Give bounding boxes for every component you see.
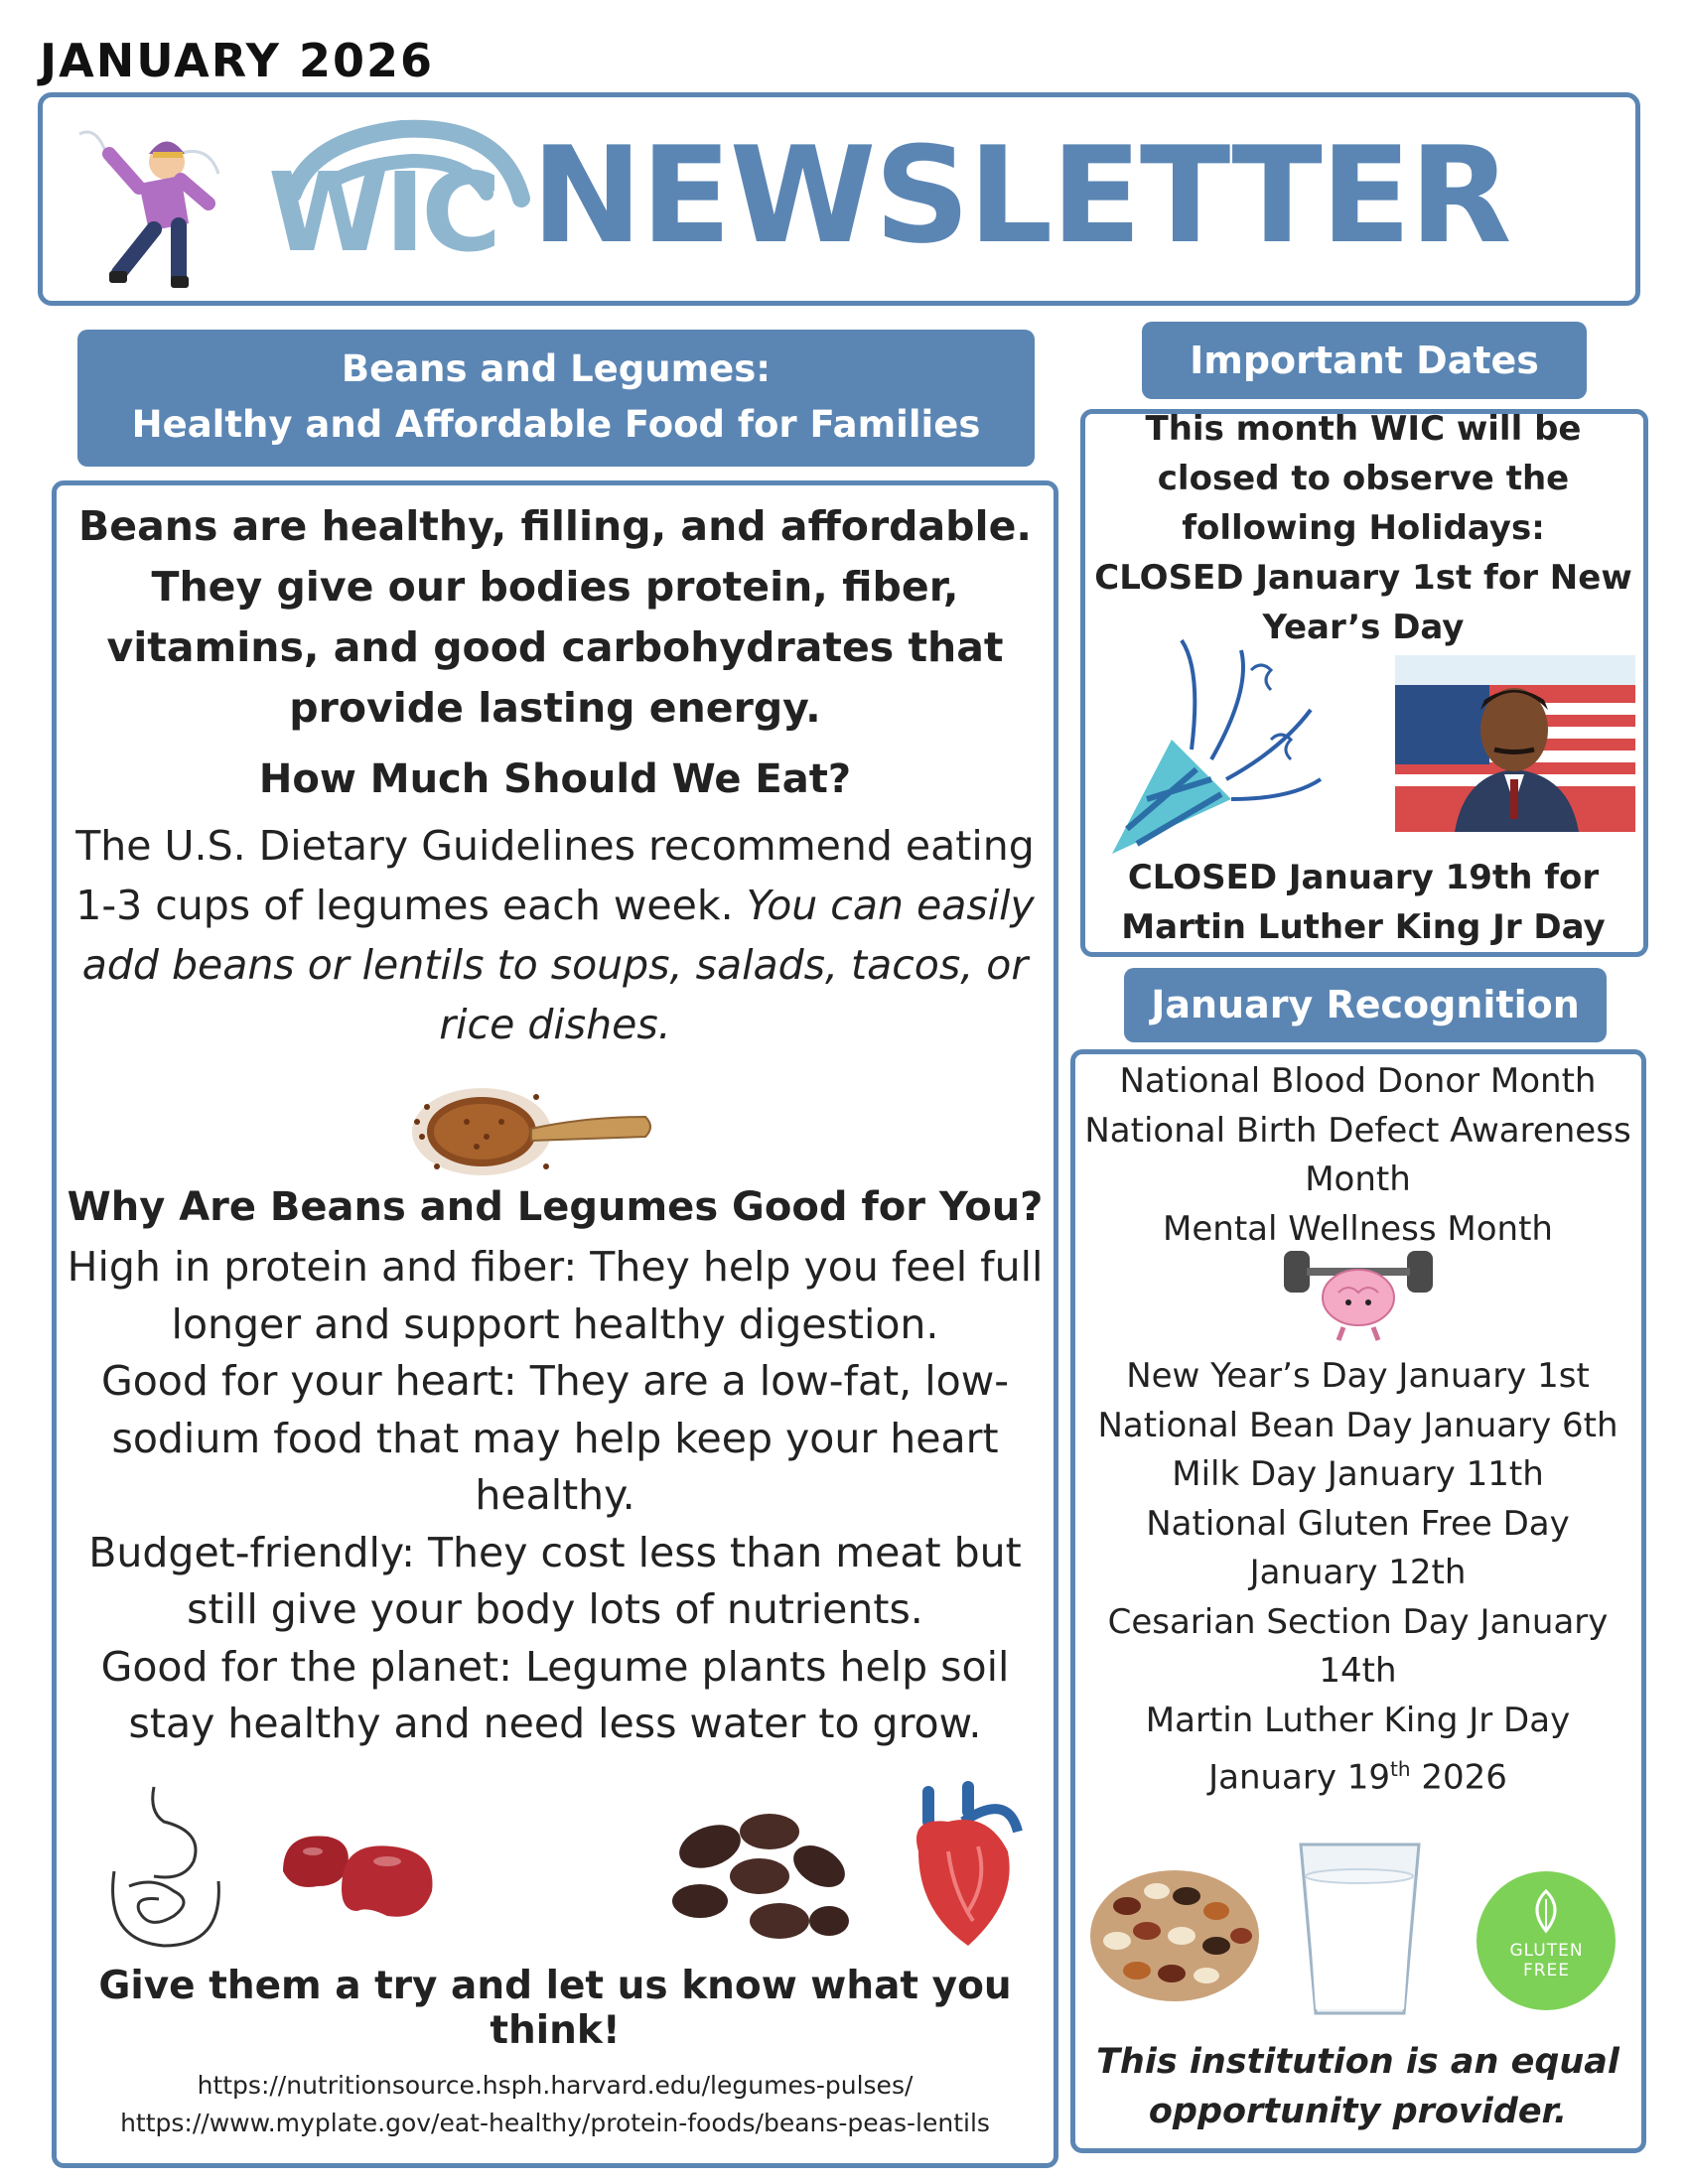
important-dates-header: Important Dates [1142, 322, 1587, 399]
party-popper-icon [1102, 630, 1331, 864]
kidney-beans-icon [273, 1817, 442, 1926]
mlk-date-year: 2026 [1410, 1757, 1507, 1798]
equal-opportunity-statement: This institution is an equal opportunity provider. [1096, 2042, 1619, 2131]
how-much-paragraph [62, 816, 1049, 1054]
benefit-item: High in protein and fiber: They help you feel full longer and support healthy digestion. [67, 1243, 1044, 1348]
source-link[interactable]: https://www.myplate.gov/eat-healthy/protein-foods/beans-peas-lentils [120, 2109, 990, 2137]
benefit-item: Good for your heart: They are a low-fat, low-sodium food that may help keep your heart healthy. [100, 1357, 1010, 1519]
digestive-system-icon [94, 1782, 233, 1956]
benefit-item: Budget-friendly: They cost less than meat but still give your body lots of nutrients. [88, 1528, 1022, 1633]
lentil-spoon-icon [407, 1077, 655, 1186]
wic-logo-text: WIC [268, 149, 497, 276]
gluten-label-2: FREE [1522, 1961, 1571, 1980]
gluten-label-1: GLUTEN [1509, 1941, 1584, 1961]
newsletter-title: NEWSLETTER [531, 118, 1510, 273]
recognition-months [1077, 1057, 1638, 1254]
recognition-month-item: National Blood Donor Month [1119, 1061, 1597, 1101]
benefits-list [62, 1239, 1049, 1753]
heart-organ-icon [899, 1782, 1028, 1951]
recognition-day-item: National Gluten Free Day January 12th [1146, 1503, 1570, 1592]
source-links [62, 2067, 1049, 2142]
mlk-portrait-icon [1395, 655, 1635, 832]
why-heading: Why Are Beans and Legumes Good for You? [67, 1184, 1044, 1230]
recognition-day-item: New Year’s Day January 1st [1126, 1356, 1590, 1396]
mlk-date-prefix: January 19 [1208, 1757, 1391, 1798]
feature-intro: Beans are healthy, filling, and affordable. They give our bodies protein, fiber, vitamins, and good carbohydrates that provide lasting energy. [78, 502, 1032, 732]
feature-header-line2: Healthy and Affordable Food for Families [131, 403, 981, 446]
how-much-text: The U.S. Dietary Guidelines recommend eating 1-3 cups of legumes each week. [75, 822, 1035, 929]
recognition-mlk-date [1077, 1745, 1638, 1803]
mlk-date-suffix: th [1390, 1757, 1411, 1781]
recognition-header: January Recognition [1124, 968, 1607, 1042]
recognition-day-item: National Bean Day January 6th [1097, 1405, 1618, 1445]
issue-date: JANUARY 2026 [40, 34, 435, 87]
benefit-item: Good for the planet: Legume plants help soil stay healthy and need less water to grow. [100, 1642, 1010, 1747]
how-much-heading: How Much Should We Eat? [258, 756, 852, 802]
brain-weightlifting-icon [1279, 1243, 1438, 1342]
feature-header [77, 330, 1035, 467]
snow-angel-icon [70, 114, 228, 293]
recognition-days [1077, 1352, 1638, 1803]
call-to-action: Give them a try and let us know what you think! [98, 1964, 1012, 2053]
closure-mlk: CLOSED January 19th for Martin Luther King Jr Day [1121, 858, 1606, 947]
milk-glass-icon [1293, 1837, 1427, 2020]
recognition-day-item: Cesarian Section Day January 14th [1107, 1601, 1609, 1691]
recognition-day-item: Martin Luther King Jr Day [1145, 1700, 1571, 1740]
feature-header-line1: Beans and Legumes: [341, 347, 772, 390]
black-beans-icon [670, 1807, 849, 1946]
closure-new-year: CLOSED January 1st for New Year’s Day [1094, 558, 1632, 647]
recognition-day-item: Milk Day January 11th [1172, 1454, 1544, 1494]
source-link[interactable]: https://nutritionsource.hsph.harvard.edu/legumes-pulses/ [197, 2071, 914, 2100]
mixed-beans-icon [1087, 1856, 1261, 2005]
how-much-tip: You can easily add beans or lentils to soups, salads, tacos, or rice dishes. [81, 882, 1035, 1048]
recognition-month-item: Mental Wellness Month [1163, 1208, 1553, 1249]
gluten-free-label [1475, 1941, 1618, 1980]
closure-intro: This month WIC will be closed to observe the following Holidays: [1145, 409, 1582, 548]
recognition-month-item: National Birth Defect Awareness Month [1084, 1110, 1631, 1199]
